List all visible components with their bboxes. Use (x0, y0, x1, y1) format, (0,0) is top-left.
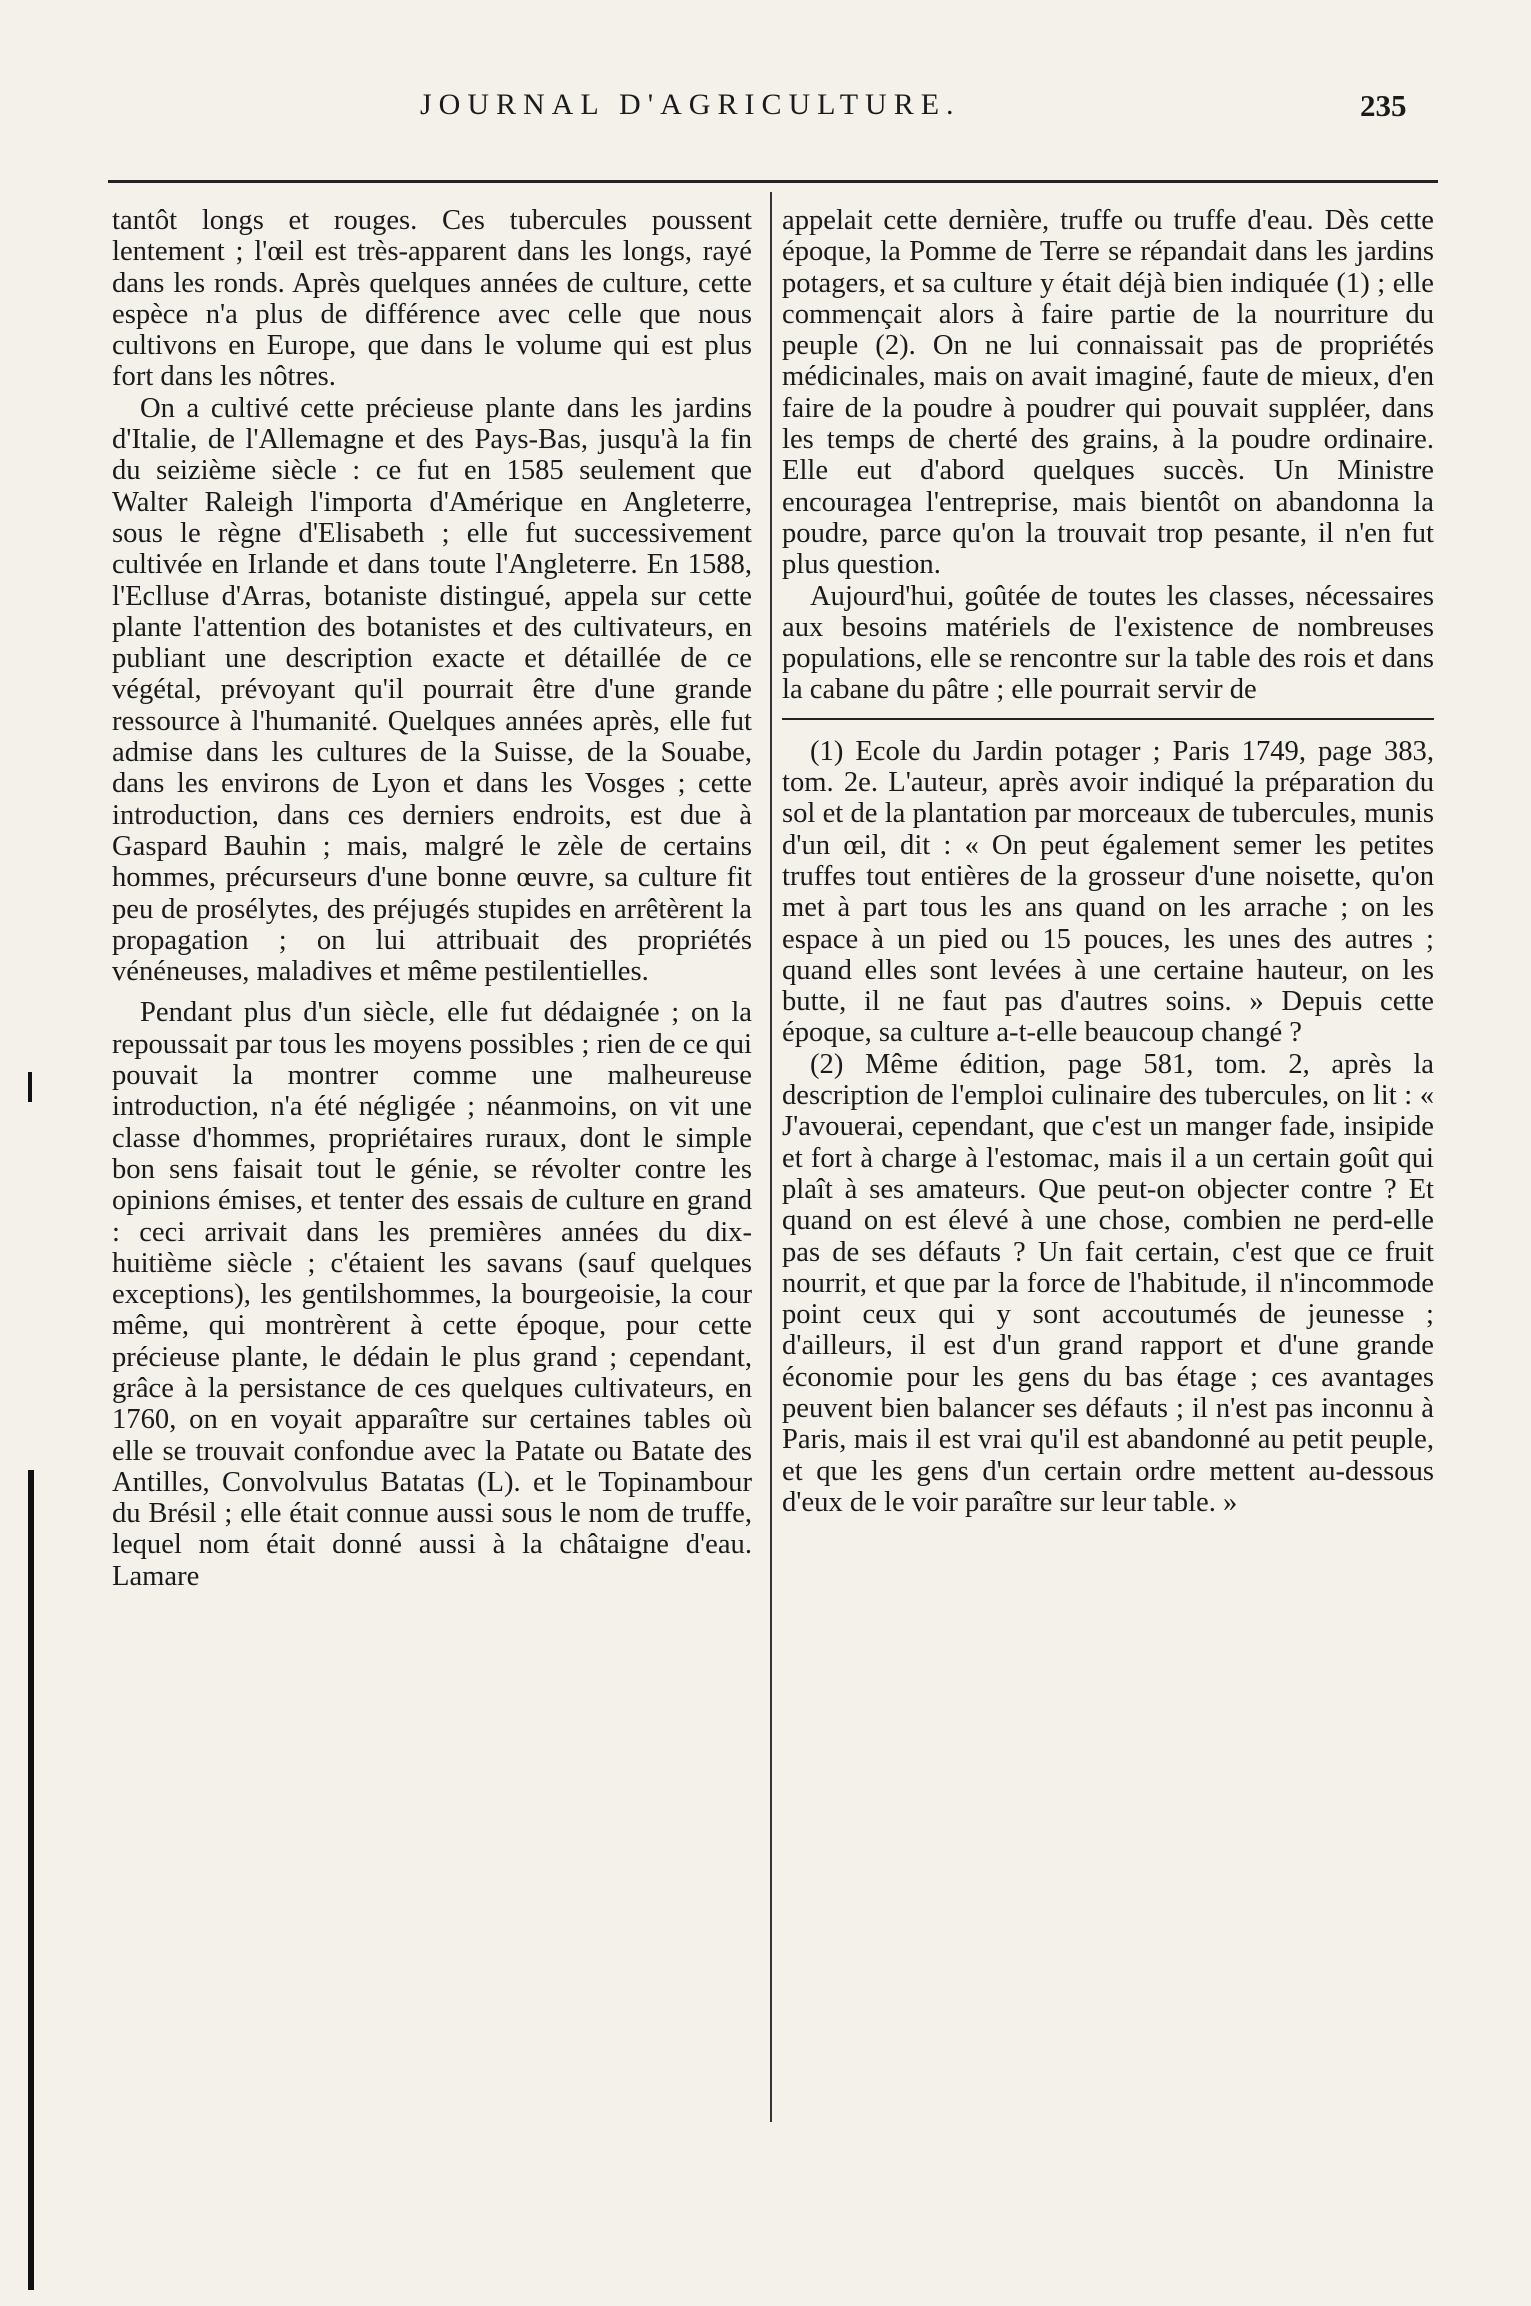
margin-mark (28, 1470, 34, 2290)
right-column (782, 205, 1434, 1518)
footnote: (1) Ecole du Jardin potager ; Paris 1749, page 383, tom. 2e. L'auteur, après avoir indiqué la préparation du sol et de la plantation par morceaux de tubercules, munis d'un œil, dit : « On peut également semer les petites truffes tout entières de la grosseur d'une noisette, qu'on met à part tous les ans quand on les arrache ; on les espace à un pied ou 15 pouces, les unes des autres ; quand elles sont levées à une certaine hauteur, on les butte, il ne faut pas d'autres soins. » Depuis cette époque, sa culture a-t-elle beaucoup changé ? (782, 735, 1434, 1049)
header-rule (108, 180, 1438, 183)
paragraph: Aujourd'hui, goûtée de toutes les classes, nécessaires aux besoins matériels de l'existence de nombreuses populations, elle se rencontre sur la table des rois et dans la cabane du pâtre ; elle pourrait servir de (782, 580, 1434, 706)
paragraph: appelait cette dernière, truffe ou truffe d'eau. Dès cette époque, la Pomme de Terre se répandait dans les jardins potagers, et sa culture y était déjà bien indiquée (1) ; elle commençait alors à faire partie de la nourriture du peuple (2). On ne lui connaissait pas de propriétés médicinales, mais on avait imaginé, faute de mieux, d'en faire de la poudre à poudrer qui pouvait suppléer, dans les temps de cherté des grains, à la poudre ordinaire. Elle eut d'abord quelques succès. Un Ministre encouragea l'entreprise, mais bientôt on abandonna la poudre, parce qu'on la trouvait trop pesante, il n'en fut plus question. (782, 205, 1434, 581)
paragraph: Pendant plus d'un siècle, elle fut dédaignée ; on la repoussait par tous les moyens possibles ; rien de ce qui pouvait la montrer comme une malheureuse introduction, n'a été négligée ; néanmoins, on vit une classe d'hommes, propriétaires ruraux, dont le simple bon sens faisait tout le génie, se révolter contre les opinions émises, et tenter des essais de culture en grand : ceci arrivait dans les premières années du dix-huitième siècle ; c'étaient les savans (sauf quelques exceptions), les gentilshommes, la bourgeoisie, la cour même, qui montrèrent à cette époque, pour cette précieuse plante, le dédain le plus grand ; cependant, grâce à la persistance de ces quelques cultivateurs, en 1760, on en voyait apparaître sur certaines tables où elle se trouvait confondue avec la Patate ou Batate des Antilles, Convolvulus Batatas (L). et le Topinambour du Brésil ; elle était connue aussi sous le nom de truffe, lequel nom était donné aussi à la châtaigne d'eau. Lamare (112, 997, 752, 1592)
page-number: 235 (1360, 88, 1407, 123)
paragraph: On a cultivé cette précieuse plante dans les jardins d'Italie, de l'Allemagne et des Pays-Bas, jusqu'à la fin du seizième siècle : ce fut en 1585 seulement que Walter Raleigh l'importa d'Amérique en Angleterre, sous le règne d'Elisabeth ; elle fut successivement cultivée en Irlande et dans toute l'Angleterre. En 1588, l'Eclluse d'Arras, botaniste distingué, appela sur cette plante l'attention des botanistes et des cultivateurs, en publiant une description exacte et détaillée de ce végétal, prévoyant qu'il pourrait être d'une grande ressource à l'humanité. Quelques années après, elle fut admise dans les cultures de la Suisse, de la Souabe, dans les environs de Lyon et dans les Vosges ; cette introduction, dans ces derniers endroits, est due à Gaspard Bauhin ; mais, malgré le zèle de certains hommes, précurseurs d'une bonne œuvre, sa culture fit peu de prosélytes, des préjugés stupides en arrêtèrent la propagation ; on lui attribuait des propriétés vénéneuses, maladives et même pestilentielles. (112, 392, 752, 988)
footnote: (2) Même édition, page 581, tom. 2, après la description de l'emploi culinaire des tubercules, on lit : « J'avouerai, cependant, que c'est un manger fade, insipide et fort à charge à l'estomac, mais il a un certain goût qui plaît à ses amateurs. Que peut-on objecter contre ? Et quand on est élevé à une chose, combien ne perd-elle pas de ses défauts ? Un fait certain, c'est que ce fruit nourrit, et que par la force de l'habitude, il n'incommode point ceux qui y sont accoutumés de jeunesse ; d'ailleurs, il est d'un grand rapport et d'une grande économie pour les gens du bas étage ; ces avantages peuvent bien balancer ses défauts ; il n'est pas inconnu à Paris, mais il est vrai qu'il est abandonné au petit peuple, et que les gens d'un certain ordre mettent au-dessous d'eux de le voir paraître sur leur table. » (782, 1048, 1434, 1518)
journal-title: JOURNAL D'AGRICULTURE. (420, 88, 961, 121)
running-header (0, 88, 1531, 148)
column-divider (770, 192, 772, 2122)
footnote-rule (782, 718, 1434, 720)
margin-mark (28, 1072, 32, 1102)
paragraph: tantôt longs et rouges. Ces tubercules poussent lentement ; l'œil est très-apparent dans les longs, rayé dans les ronds. Après quelques années de culture, cette espèce n'a plus de différence avec celle que nous cultivons en Europe, que dans le volume qui est plus fort dans les nôtres. (112, 205, 752, 393)
left-column (112, 205, 752, 1592)
